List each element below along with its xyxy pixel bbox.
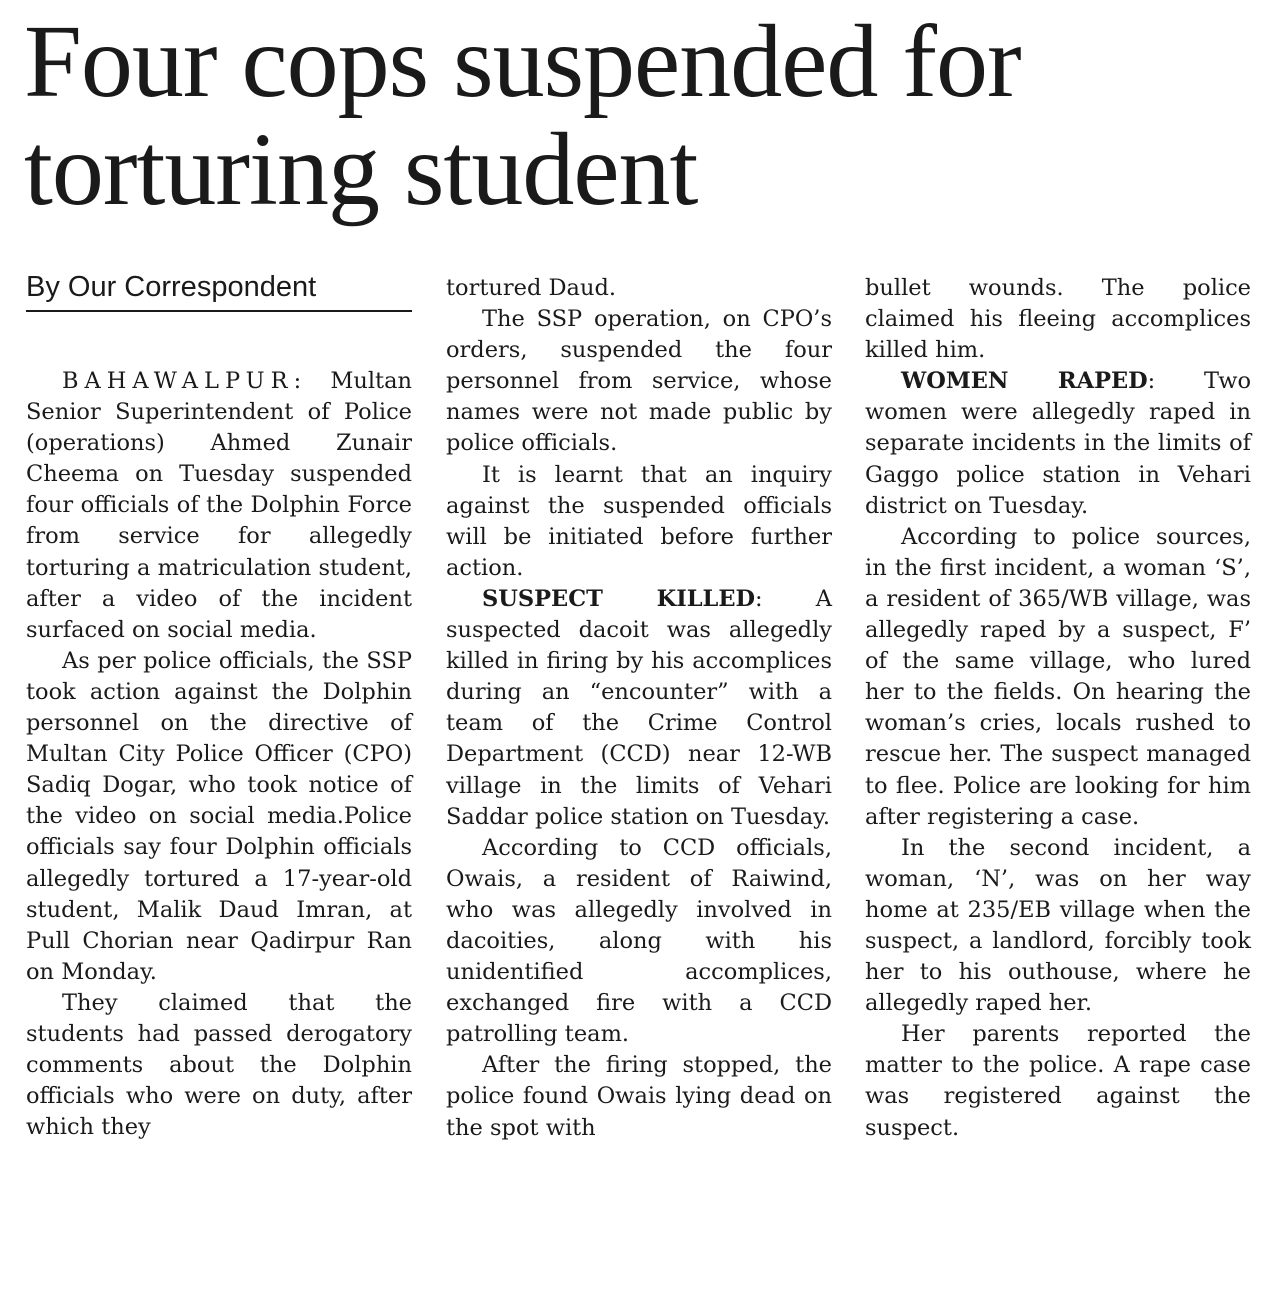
paragraph: After the firing stopped, the police found Owais lying dead on the spot with [446, 1052, 832, 1141]
article-column-1 [26, 366, 412, 1143]
paragraph: Her parents reported the matter to the police. A rape case was registered against the suspect. [865, 1021, 1251, 1141]
paragraph: According to CCD officials, Owais, a resident of Raiwind, who was allegedly involved in dacoities, along with his unidentified accomplices, exchanged fire with a CCD patrolling team. [446, 834, 832, 1048]
paragraph [865, 366, 1251, 521]
subhead-suspect-killed: SUSPECT KILLED [482, 585, 756, 612]
paragraph: As per police officials, the SSP took action against the Dolphin personnel on the directive of Multan City Police Officer (CPO) Sadiq Dogar, who took notice of the video on social media.Police officials say four Dolphin officials allegedly tortured a 17-year-old student, Malik Daud Imran, at Pull Chorian near Qadirpur Ran on Monday. [26, 647, 412, 985]
paragraph-continued: bullet wounds. The police claimed his fleeing accomplices killed him. [865, 275, 1251, 364]
paragraph-text: : Two women were allegedly raped in separate incidents in the limits of Gaggo police station in Vehari district on Tuesday. [865, 368, 1251, 519]
dateline: BAHAWALPUR: [62, 368, 308, 394]
paragraph-text: Multan Senior Superintendent of Police (operations) Ahmed Zunair Cheema on Tuesday suspended four officials of the Dolphin Force from service for allegedly torturing a matriculation student, after a video of the incident surfaced on social media. [26, 368, 412, 643]
article-column-3 [865, 273, 1251, 1144]
paragraph [26, 366, 412, 646]
byline: By Our Correspondent [26, 268, 412, 312]
paragraph: It is learnt that an inquiry against the suspended officials will be initiated before further action. [446, 461, 832, 581]
paragraph: In the second incident, a woman, ‘N’, was on her way home at 235/EB village when the suspect, a landlord, forcibly took her to his outhouse, where he allegedly raped her. [865, 834, 1251, 1017]
paragraph-text: : A suspected dacoit was allegedly killed in firing by his accomplices during an “encounter” with a team of the Crime Control Department (CCD) near 12-WB village in the limits of Vehari Saddar police station on Tuesday. [446, 585, 832, 830]
subhead-women-raped: WOMEN RAPED [901, 368, 1148, 395]
paragraph [446, 584, 832, 833]
article-column-2 [446, 273, 832, 1144]
paragraph: The SSP operation, on CPO’s orders, suspended the four personnel from service, whose names were not made public by police officials. [446, 306, 832, 457]
paragraph: According to police sources, in the first incident, a woman ‘S’, a resident of 365/WB village, was allegedly raped by a suspect, F’ of the same village, who lured her to the fields. On hearing the woman’s cries, locals rushed to rescue her. The suspect managed to flee. Police are looking for him after registering a case. [865, 523, 1251, 830]
paragraph-continued: tortured Daud. [446, 275, 617, 301]
headline: Four cops suspended for torturing student [24, 4, 1021, 227]
paragraph: They claimed that the students had passed derogatory comments about the Dolphin officials who were on duty, after which they [26, 989, 412, 1141]
